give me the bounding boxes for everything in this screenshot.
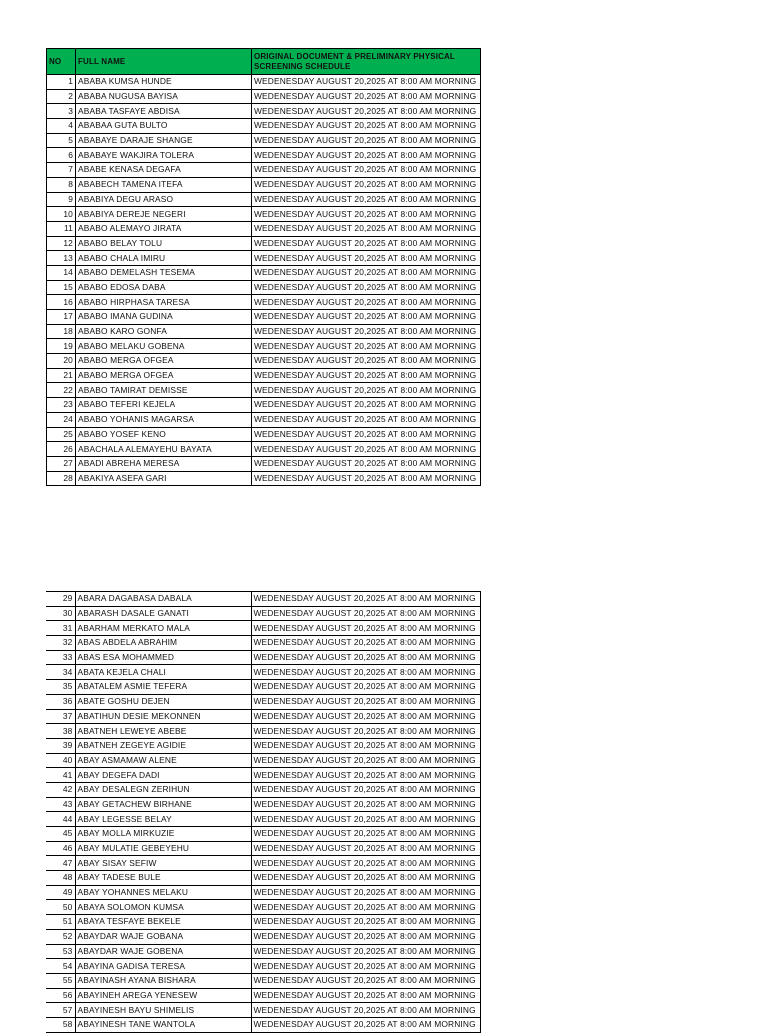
table-row [46, 709, 480, 724]
row-full-name: ABABAYE DARAJE SHANGE [76, 133, 252, 148]
table-row [46, 856, 480, 871]
row-schedule: WEDENESDAY AUGUST 20,2025 AT 8:00 AM MORNING [252, 280, 481, 295]
table-row [46, 782, 480, 797]
row-number: 28 [47, 471, 76, 486]
row-number: 42 [46, 782, 75, 797]
row-schedule: WEDENESDAY AUGUST 20,2025 AT 8:00 AM MORNING [252, 368, 481, 383]
row-schedule: WEDENESDAY AUGUST 20,2025 AT 8:00 AM MORNING [252, 221, 481, 236]
row-schedule: WEDENESDAY AUGUST 20,2025 AT 8:00 AM MORNING [251, 885, 480, 900]
row-schedule: WEDENESDAY AUGUST 20,2025 AT 8:00 AM MORNING [251, 944, 480, 959]
row-schedule: WEDENESDAY AUGUST 20,2025 AT 8:00 AM MORNING [251, 738, 480, 753]
row-number: 32 [46, 636, 75, 651]
row-schedule: WEDENESDAY AUGUST 20,2025 AT 8:00 AM MORNING [251, 694, 480, 709]
row-number: 51 [46, 915, 75, 930]
row-full-name: ABABAA GUTA BULTO [76, 119, 252, 134]
row-number: 27 [47, 456, 76, 471]
row-number: 21 [47, 368, 76, 383]
row-number: 9 [47, 192, 76, 207]
row-number: 43 [46, 797, 75, 812]
row-full-name: ABABECH TAMENA ITEFA [76, 177, 252, 192]
row-schedule: WEDENESDAY AUGUST 20,2025 AT 8:00 AM MORNING [251, 812, 480, 827]
table-row [46, 915, 480, 930]
row-full-name: ABAYINESH TANE WANTOLA [75, 1017, 251, 1032]
row-schedule: WEDENESDAY AUGUST 20,2025 AT 8:00 AM MORNING [251, 768, 480, 783]
table-row [46, 900, 480, 915]
row-full-name: ABABO MELAKU GOBENA [76, 339, 252, 354]
row-schedule: WEDENESDAY AUGUST 20,2025 AT 8:00 AM MORNING [251, 650, 480, 665]
row-full-name: ABABO MERGA OFGEA [76, 354, 252, 369]
row-number: 50 [46, 900, 75, 915]
row-schedule: WEDENESDAY AUGUST 20,2025 AT 8:00 AM MORNING [252, 412, 481, 427]
row-full-name: ABAYDAR WAJE GOBENA [75, 944, 251, 959]
row-number: 36 [46, 694, 75, 709]
row-schedule: WEDENESDAY AUGUST 20,2025 AT 8:00 AM MORNING [252, 383, 481, 398]
table-row [47, 163, 481, 178]
row-schedule: WEDENESDAY AUGUST 20,2025 AT 8:00 AM MORNING [251, 621, 480, 636]
row-full-name: ABATNEH LEWEYE ABEBE [75, 724, 251, 739]
row-number: 3 [47, 104, 76, 119]
row-schedule: WEDENESDAY AUGUST 20,2025 AT 8:00 AM MORNING [251, 665, 480, 680]
row-number: 12 [47, 236, 76, 251]
table-row [47, 221, 481, 236]
row-number: 58 [46, 1017, 75, 1032]
row-schedule: WEDENESDAY AUGUST 20,2025 AT 8:00 AM MORNING [252, 119, 481, 134]
row-full-name: ABAYINEH AREGA YENESEW [75, 988, 251, 1003]
row-full-name: ABATALEM ASMIE TEFERA [75, 680, 251, 695]
row-schedule: WEDENESDAY AUGUST 20,2025 AT 8:00 AM MORNING [251, 1003, 480, 1018]
row-number: 39 [46, 738, 75, 753]
row-number: 11 [47, 221, 76, 236]
table-row [47, 133, 481, 148]
row-schedule: WEDENESDAY AUGUST 20,2025 AT 8:00 AM MORNING [252, 442, 481, 457]
row-full-name: ABAY MULATIE GEBEYEHU [75, 841, 251, 856]
row-full-name: ABABO KARO GONFA [76, 324, 252, 339]
row-schedule: WEDENESDAY AUGUST 20,2025 AT 8:00 AM MORNING [252, 339, 481, 354]
table-row [47, 456, 481, 471]
row-full-name: ABAY TADESE BULE [75, 871, 251, 886]
row-schedule: WEDENESDAY AUGUST 20,2025 AT 8:00 AM MORNING [251, 592, 480, 607]
row-full-name: ABACHALA ALEMAYEHU BAYATA [76, 442, 252, 457]
row-number: 45 [46, 827, 75, 842]
table-row [47, 89, 481, 104]
row-full-name: ABABO BELAY TOLU [76, 236, 252, 251]
row-number: 16 [47, 295, 76, 310]
row-schedule: WEDENESDAY AUGUST 20,2025 AT 8:00 AM MORNING [251, 827, 480, 842]
row-schedule: WEDENESDAY AUGUST 20,2025 AT 8:00 AM MORNING [252, 310, 481, 325]
row-full-name: ABABA TASFAYE ABDISA [76, 104, 252, 119]
row-schedule: WEDENESDAY AUGUST 20,2025 AT 8:00 AM MORNING [251, 988, 480, 1003]
row-schedule: WEDENESDAY AUGUST 20,2025 AT 8:00 AM MORNING [252, 177, 481, 192]
row-number: 7 [47, 163, 76, 178]
row-number: 56 [46, 988, 75, 1003]
table-row [47, 192, 481, 207]
row-schedule: WEDENESDAY AUGUST 20,2025 AT 8:00 AM MORNING [252, 456, 481, 471]
row-full-name: ABAY DEGEFA DADI [75, 768, 251, 783]
table-row [46, 650, 480, 665]
schedule-table-page-1 [46, 48, 481, 486]
table-row [47, 75, 481, 90]
row-number: 35 [46, 680, 75, 695]
row-schedule: WEDENESDAY AUGUST 20,2025 AT 8:00 AM MORNING [252, 251, 481, 266]
row-full-name: ABARHAM MERKATO MALA [75, 621, 251, 636]
table-header-row [47, 49, 481, 75]
row-number: 47 [46, 856, 75, 871]
row-schedule: WEDENESDAY AUGUST 20,2025 AT 8:00 AM MORNING [251, 709, 480, 724]
table-row [47, 265, 481, 280]
row-schedule: WEDENESDAY AUGUST 20,2025 AT 8:00 AM MORNING [252, 427, 481, 442]
row-full-name: ABAY YOHANNES MELAKU [75, 885, 251, 900]
row-number: 19 [47, 339, 76, 354]
row-number: 54 [46, 959, 75, 974]
header-no: NO [47, 49, 76, 75]
row-schedule: WEDENESDAY AUGUST 20,2025 AT 8:00 AM MORNING [251, 753, 480, 768]
table-row [46, 827, 480, 842]
table-row [47, 177, 481, 192]
row-schedule: WEDENESDAY AUGUST 20,2025 AT 8:00 AM MORNING [252, 133, 481, 148]
row-full-name: ABABO TEFERI KEJELA [76, 398, 252, 413]
row-full-name: ABAS ABDELA ABRAHIM [75, 636, 251, 651]
table-row [47, 354, 481, 369]
row-full-name: ABAYA SOLOMON KUMSA [75, 900, 251, 915]
row-number: 52 [46, 929, 75, 944]
table-row [46, 841, 480, 856]
schedule-table-page-2 [46, 591, 481, 1033]
table-row [47, 207, 481, 222]
row-full-name: ABABO HIRPHASA TARESA [76, 295, 252, 310]
row-full-name: ABATNEH ZEGEYE AGIDIE [75, 738, 251, 753]
table-row [47, 368, 481, 383]
row-number: 30 [46, 606, 75, 621]
table-row [46, 753, 480, 768]
row-schedule: WEDENESDAY AUGUST 20,2025 AT 8:00 AM MORNING [252, 89, 481, 104]
row-number: 48 [46, 871, 75, 886]
row-full-name: ABAS ESA MOHAMMED [75, 650, 251, 665]
row-number: 44 [46, 812, 75, 827]
header-schedule: ORIGINAL DOCUMENT & PRELIMINARY PHYSICAL SCREENING SCHEDULE [252, 49, 481, 75]
row-number: 41 [46, 768, 75, 783]
table-row [47, 427, 481, 442]
row-full-name: ABABO MERGA OFGEA [76, 368, 252, 383]
row-schedule: WEDENESDAY AUGUST 20,2025 AT 8:00 AM MORNING [252, 265, 481, 280]
row-full-name: ABAY GETACHEW BIRHANE [75, 797, 251, 812]
table-body-1 [47, 75, 481, 486]
row-schedule: WEDENESDAY AUGUST 20,2025 AT 8:00 AM MORNING [251, 724, 480, 739]
row-full-name: ABAKIYA ASEFA GARI [76, 471, 252, 486]
row-schedule: WEDENESDAY AUGUST 20,2025 AT 8:00 AM MORNING [252, 324, 481, 339]
row-number: 17 [47, 310, 76, 325]
row-schedule: WEDENESDAY AUGUST 20,2025 AT 8:00 AM MORNING [252, 148, 481, 163]
row-schedule: WEDENESDAY AUGUST 20,2025 AT 8:00 AM MORNING [252, 398, 481, 413]
table-row [47, 412, 481, 427]
row-schedule: WEDENESDAY AUGUST 20,2025 AT 8:00 AM MORNING [251, 797, 480, 812]
row-full-name: ABAYINESH BAYU SHIMELIS [75, 1003, 251, 1018]
table-row [46, 738, 480, 753]
row-full-name: ABABO CHALA IMIRU [76, 251, 252, 266]
table-row [47, 442, 481, 457]
row-number: 22 [47, 383, 76, 398]
row-full-name: ABAYINA GADISA TERESA [75, 959, 251, 974]
row-full-name: ABABO YOSEF KENO [76, 427, 252, 442]
row-number: 34 [46, 665, 75, 680]
row-schedule: WEDENESDAY AUGUST 20,2025 AT 8:00 AM MORNING [251, 973, 480, 988]
row-number: 6 [47, 148, 76, 163]
row-full-name: ABAY MOLLA MIRKUZIE [75, 827, 251, 842]
table-row [47, 295, 481, 310]
table-row [47, 104, 481, 119]
row-schedule: WEDENESDAY AUGUST 20,2025 AT 8:00 AM MORNING [251, 856, 480, 871]
table-row [46, 1003, 480, 1018]
row-number: 10 [47, 207, 76, 222]
row-full-name: ABABA KUMSA HUNDE [76, 75, 252, 90]
table-row [47, 251, 481, 266]
row-full-name: ABATE GOSHU DEJEN [75, 694, 251, 709]
row-number: 13 [47, 251, 76, 266]
row-schedule: WEDENESDAY AUGUST 20,2025 AT 8:00 AM MORNING [251, 841, 480, 856]
row-schedule: WEDENESDAY AUGUST 20,2025 AT 8:00 AM MORNING [252, 471, 481, 486]
row-number: 55 [46, 973, 75, 988]
row-number: 2 [47, 89, 76, 104]
table-row [47, 310, 481, 325]
row-number: 24 [47, 412, 76, 427]
table-row [46, 1017, 480, 1032]
row-full-name: ABABIYA DEGU ARASO [76, 192, 252, 207]
row-schedule: WEDENESDAY AUGUST 20,2025 AT 8:00 AM MORNING [252, 75, 481, 90]
row-full-name: ABAY SISAY SEFIW [75, 856, 251, 871]
row-full-name: ABABO YOHANIS MAGARSA [76, 412, 252, 427]
row-number: 46 [46, 841, 75, 856]
row-schedule: WEDENESDAY AUGUST 20,2025 AT 8:00 AM MORNING [251, 929, 480, 944]
row-full-name: ABAYINASH AYANA BISHARA [75, 973, 251, 988]
row-schedule: WEDENESDAY AUGUST 20,2025 AT 8:00 AM MORNING [251, 782, 480, 797]
row-full-name: ABARASH DASALE GANATI [75, 606, 251, 621]
table-row [46, 929, 480, 944]
table-row [46, 871, 480, 886]
table-row [46, 724, 480, 739]
table-row [46, 812, 480, 827]
row-full-name: ABARA DAGABASA DABALA [75, 592, 251, 607]
row-full-name: ABAY ASMAMAW ALENE [75, 753, 251, 768]
table-row [46, 797, 480, 812]
row-number: 26 [47, 442, 76, 457]
row-full-name: ABABIYA DEREJE NEGERI [76, 207, 252, 222]
table-row [46, 680, 480, 695]
row-full-name: ABAY DESALEGN ZERIHUN [75, 782, 251, 797]
row-number: 25 [47, 427, 76, 442]
table-row [46, 885, 480, 900]
row-schedule: WEDENESDAY AUGUST 20,2025 AT 8:00 AM MORNING [252, 104, 481, 119]
row-full-name: ABAYA TESFAYE BEKELE [75, 915, 251, 930]
row-full-name: ABATA KEJELA CHALI [75, 665, 251, 680]
row-number: 5 [47, 133, 76, 148]
row-schedule: WEDENESDAY AUGUST 20,2025 AT 8:00 AM MORNING [251, 606, 480, 621]
row-full-name: ABABO EDOSA DABA [76, 280, 252, 295]
table-row [47, 236, 481, 251]
row-schedule: WEDENESDAY AUGUST 20,2025 AT 8:00 AM MORNING [251, 680, 480, 695]
row-number: 53 [46, 944, 75, 959]
row-number: 49 [46, 885, 75, 900]
row-number: 4 [47, 119, 76, 134]
table-row [47, 398, 481, 413]
row-full-name: ABATIHUN DESIE MEKONNEN [75, 709, 251, 724]
table-row [47, 471, 481, 486]
table-row [46, 988, 480, 1003]
row-number: 37 [46, 709, 75, 724]
row-number: 8 [47, 177, 76, 192]
row-schedule: WEDENESDAY AUGUST 20,2025 AT 8:00 AM MORNING [251, 871, 480, 886]
row-number: 18 [47, 324, 76, 339]
table-row [46, 621, 480, 636]
row-schedule: WEDENESDAY AUGUST 20,2025 AT 8:00 AM MORNING [252, 236, 481, 251]
row-full-name: ABABO IMANA GUDINA [76, 310, 252, 325]
row-schedule: WEDENESDAY AUGUST 20,2025 AT 8:00 AM MORNING [251, 915, 480, 930]
table-row [47, 148, 481, 163]
table-row [47, 339, 481, 354]
row-schedule: WEDENESDAY AUGUST 20,2025 AT 8:00 AM MORNING [251, 959, 480, 974]
row-number: 40 [46, 753, 75, 768]
row-full-name: ABABE KENASA DEGAFA [76, 163, 252, 178]
table-row [46, 973, 480, 988]
row-schedule: WEDENESDAY AUGUST 20,2025 AT 8:00 AM MORNING [252, 207, 481, 222]
row-schedule: WEDENESDAY AUGUST 20,2025 AT 8:00 AM MORNING [251, 636, 480, 651]
table-row [47, 280, 481, 295]
row-number: 33 [46, 650, 75, 665]
row-number: 31 [46, 621, 75, 636]
row-number: 57 [46, 1003, 75, 1018]
table-row [46, 694, 480, 709]
row-full-name: ABAYDAR WAJE GOBANA [75, 929, 251, 944]
row-number: 38 [46, 724, 75, 739]
row-schedule: WEDENESDAY AUGUST 20,2025 AT 8:00 AM MORNING [251, 900, 480, 915]
row-full-name: ABABA NUGUSA BAYISA [76, 89, 252, 104]
row-number: 15 [47, 280, 76, 295]
row-full-name: ABABO ALEMAYO JIRATA [76, 221, 252, 236]
table-row [46, 606, 480, 621]
row-full-name: ABADI ABREHA MERESA [76, 456, 252, 471]
row-number: 29 [46, 592, 75, 607]
row-schedule: WEDENESDAY AUGUST 20,2025 AT 8:00 AM MORNING [252, 192, 481, 207]
table-row [46, 636, 480, 651]
table-row [46, 665, 480, 680]
table-row [47, 324, 481, 339]
row-number: 1 [47, 75, 76, 90]
row-full-name: ABABO TAMIRAT DEMISSE [76, 383, 252, 398]
table-row [46, 944, 480, 959]
table-row [47, 119, 481, 134]
table-row [46, 959, 480, 974]
row-schedule: WEDENESDAY AUGUST 20,2025 AT 8:00 AM MORNING [252, 354, 481, 369]
row-full-name: ABABO DEMELASH TESEMA [76, 265, 252, 280]
row-number: 20 [47, 354, 76, 369]
table-row [46, 592, 480, 607]
header-full-name: FULL NAME [76, 49, 252, 75]
row-number: 23 [47, 398, 76, 413]
row-number: 14 [47, 265, 76, 280]
row-schedule: WEDENESDAY AUGUST 20,2025 AT 8:00 AM MORNING [252, 295, 481, 310]
row-full-name: ABAY LEGESSE BELAY [75, 812, 251, 827]
table-body-2 [46, 592, 480, 1033]
row-schedule: WEDENESDAY AUGUST 20,2025 AT 8:00 AM MORNING [252, 163, 481, 178]
row-full-name: ABABAYE WAKJIRA TOLERA [76, 148, 252, 163]
table-row [46, 768, 480, 783]
row-schedule: WEDENESDAY AUGUST 20,2025 AT 8:00 AM MORNING [251, 1017, 480, 1032]
table-row [47, 383, 481, 398]
